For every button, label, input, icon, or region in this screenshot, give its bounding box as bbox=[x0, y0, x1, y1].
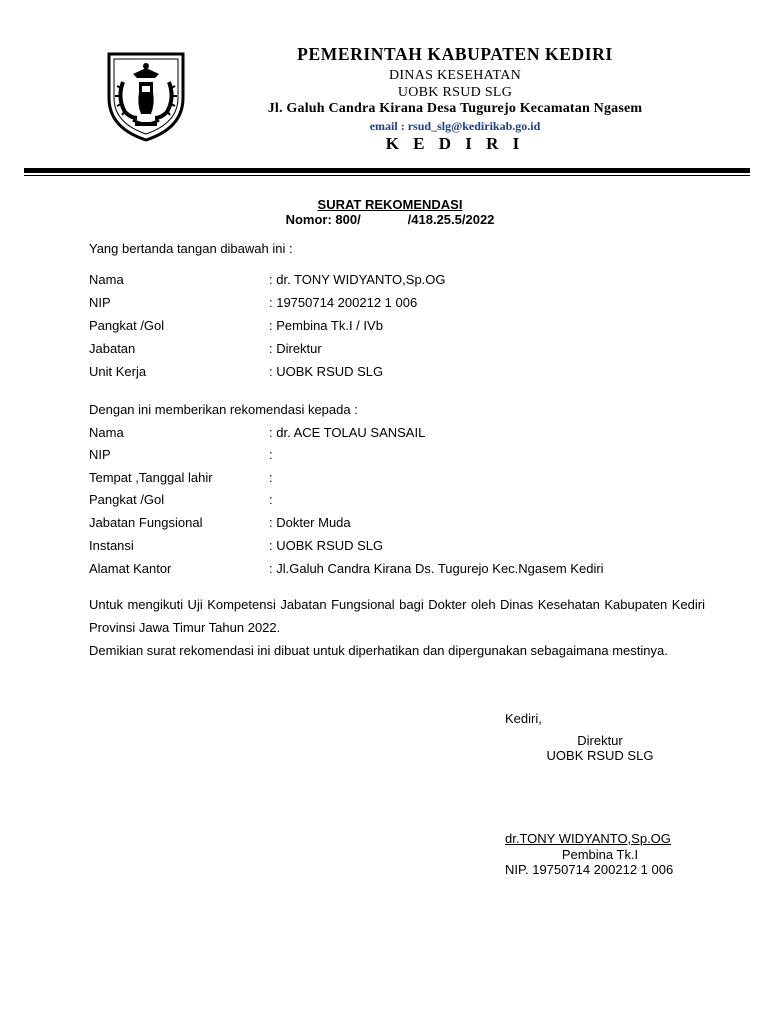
signer-value: : dr. TONY WIDYANTO,Sp.OG bbox=[269, 272, 446, 287]
letterhead-email: email : rsud_slg@kedirikab.go.id bbox=[369, 119, 541, 133]
recipient-label: Pangkat /Gol bbox=[89, 492, 165, 507]
recipient-value: : bbox=[269, 447, 273, 462]
letterhead-government: PEMERINTAH KABUPATEN KEDIRI bbox=[297, 44, 613, 64]
letter-title: SURAT REKOMENDASI bbox=[317, 197, 463, 212]
signature-nip: NIP. 19750714 200212 1 006 bbox=[505, 862, 674, 877]
letter-number: Nomor: 800/ /418.25.5/2022 bbox=[285, 212, 495, 227]
intro-text: Yang bertanda tangan dibawah ini : bbox=[89, 241, 293, 256]
signer-value: : 19750714 200212 1 006 bbox=[269, 295, 418, 310]
closing-paragraph: Demikian surat rekomendasi ini dibuat untuk diperhatikan dan dipergunakan sebagaimana mestinya. bbox=[89, 643, 668, 658]
signer-value: : Pembina Tk.I / IVb bbox=[269, 318, 383, 333]
recipient-label: Alamat Kantor bbox=[89, 561, 172, 576]
kediri-regency-emblem-icon bbox=[103, 48, 189, 144]
signer-value: : Direktur bbox=[269, 341, 322, 356]
purpose-paragraph: Untuk mengikuti Uji Kompetensi Jabatan Fungsional bagi Dokter oleh Dinas Kesehatan Kabupaten Kediri Provinsi Jawa Timur Tahun 2022. bbox=[89, 597, 705, 635]
signature-position: Direktur bbox=[577, 733, 623, 748]
recipient-value: : bbox=[269, 492, 273, 507]
signer-label: Unit Kerja bbox=[89, 364, 147, 379]
recommend-intro-text: Dengan ini memberikan rekomendasi kepada : bbox=[89, 402, 358, 417]
letterhead-divider bbox=[24, 168, 750, 173]
signer-label: Jabatan bbox=[89, 341, 136, 356]
recipient-label: Tempat ,Tanggal lahir bbox=[89, 470, 213, 485]
signature-rank: Pembina Tk.I bbox=[561, 847, 639, 862]
signature-place: Kediri, bbox=[505, 711, 542, 726]
recipient-label: Nama bbox=[89, 425, 124, 440]
recipient-value: : Dokter Muda bbox=[269, 515, 351, 530]
letterhead-divider-thin bbox=[24, 175, 750, 176]
signer-label: Nama bbox=[89, 272, 124, 287]
recipient-value: : bbox=[269, 470, 273, 485]
letterhead-department: DINAS KESEHATAN bbox=[388, 68, 522, 83]
signature-name: dr.TONY WIDYANTO,Sp.OG bbox=[505, 831, 671, 846]
signature-office: UOBK RSUD SLG bbox=[546, 748, 654, 763]
recipient-label: Jabatan Fungsional bbox=[89, 515, 203, 530]
recipient-value: : UOBK RSUD SLG bbox=[269, 538, 384, 553]
letterhead-address: Jl. Galuh Candra Kirana Desa Tugurejo Kecamatan Ngasem bbox=[267, 101, 643, 116]
recipient-label: NIP bbox=[89, 447, 111, 462]
recipient-value: : dr. ACE TOLAU SANSAIL bbox=[269, 425, 426, 440]
recipient-value: : Jl.Galuh Candra Kirana Ds. Tugurejo Kec.Ngasem Kediri bbox=[269, 561, 604, 576]
letterhead-hospital: UOBK RSUD SLG bbox=[397, 85, 513, 100]
signer-value: : UOBK RSUD SLG bbox=[269, 364, 384, 379]
signer-label: Pangkat /Gol bbox=[89, 318, 165, 333]
recipient-label: Instansi bbox=[89, 538, 134, 553]
signer-label: NIP bbox=[89, 295, 111, 310]
letterhead-city: K E D I R I bbox=[385, 134, 525, 153]
